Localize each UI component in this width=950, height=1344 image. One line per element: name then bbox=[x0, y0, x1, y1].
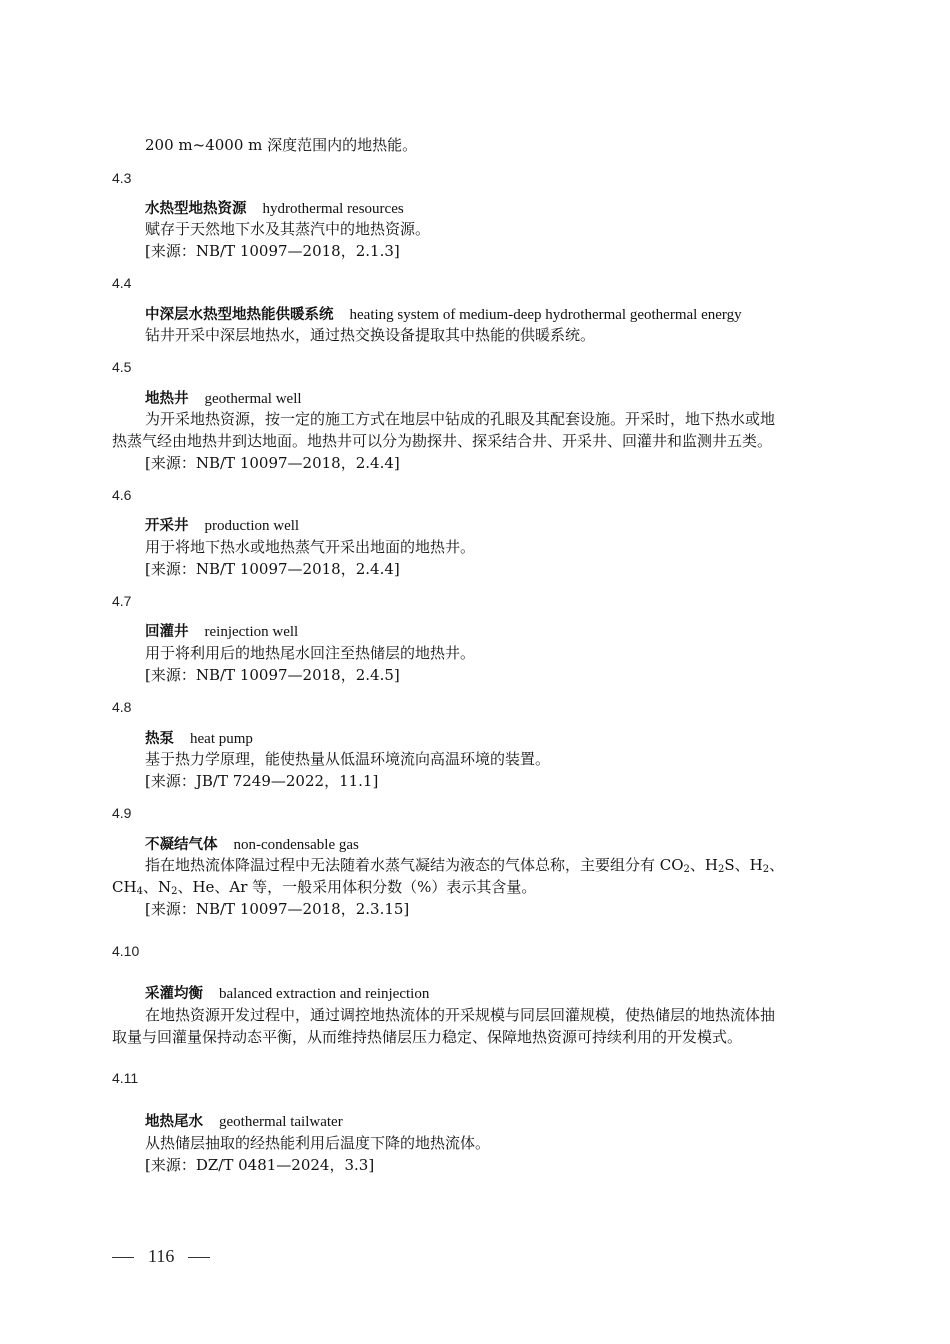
definition-line bbox=[112, 877, 536, 897]
subscript: 2 bbox=[171, 886, 178, 897]
clause-number: 4.7 bbox=[112, 593, 132, 609]
term-en: production well bbox=[204, 518, 300, 534]
definition-line: 用于将地下热水或地热蒸气开采出地面的地热井。 bbox=[145, 538, 476, 556]
term-heading bbox=[145, 304, 742, 325]
subscript: 2 bbox=[683, 864, 690, 875]
term-heading bbox=[145, 388, 302, 409]
term-en: geothermal well bbox=[204, 391, 302, 407]
clause-number: 4.5 bbox=[112, 359, 132, 375]
term-heading bbox=[145, 621, 298, 642]
intro-line: 200 m~4000 m 深度范围内的地热能。 bbox=[145, 136, 418, 154]
definition-line bbox=[145, 855, 784, 875]
term-zh: 地热井 bbox=[145, 391, 189, 407]
text-fragment: 指在地热流体降温过程中无法随着水蒸气凝结为液态的气体总称，主要组分有 CO bbox=[145, 856, 684, 874]
term-en: heat pump bbox=[190, 731, 253, 747]
term-zh: 回灌井 bbox=[145, 624, 189, 640]
term-en: non-condensable gas bbox=[233, 837, 359, 853]
term-heading bbox=[145, 198, 404, 219]
clause-number: 4.11 bbox=[112, 1070, 139, 1086]
definition-line: 赋存于天然地下水及其蒸汽中的地热资源。 bbox=[145, 220, 431, 238]
definition-line: 钻井开采中深层地热水，通过热交换设备提取其中热能的供暖系统。 bbox=[145, 326, 596, 344]
term-zh: 地热尾水 bbox=[145, 1114, 203, 1130]
term-zh: 中深层水热型地热能供暖系统 bbox=[145, 307, 334, 323]
term-en: reinjection well bbox=[204, 624, 299, 640]
term-heading bbox=[145, 834, 359, 855]
clause-number: 4.9 bbox=[112, 805, 132, 821]
term-en: balanced extraction and reinjection bbox=[219, 986, 430, 1002]
definition-line: 取量与回灌量保持动态平衡，从而维持热储层压力稳定、保障地热资源可持续利用的开发模式。 bbox=[112, 1028, 743, 1046]
source-line: [来源：NB/T 10097—2018，2.4.5] bbox=[145, 666, 400, 684]
text-fragment: 、 bbox=[769, 856, 785, 874]
text-fragment: CH bbox=[112, 878, 137, 896]
source-line: [来源：DZ/T 0481—2024，3.3] bbox=[145, 1156, 375, 1174]
definition-line: 为开采地热资源，按一定的施工方式在地层中钻成的孔眼及其配套设施。开采时，地下热水或地 bbox=[145, 410, 776, 428]
source-line: [来源：NB/T 10097—2018，2.4.4] bbox=[145, 560, 400, 578]
clause-number: 4.10 bbox=[112, 943, 140, 959]
source-line: [来源：NB/T 10097—2018，2.1.3] bbox=[145, 242, 400, 260]
clause-number: 4.3 bbox=[112, 170, 132, 186]
text-fragment: S、H bbox=[724, 856, 763, 874]
footer-dash-right bbox=[188, 1257, 210, 1258]
page-number: 116 bbox=[148, 1246, 175, 1266]
definition-line: 基于热力学原理，能使热量从低温环境流向高温环境的装置。 bbox=[145, 750, 551, 768]
term-zh: 不凝结气体 bbox=[145, 837, 218, 853]
term-heading bbox=[145, 1111, 343, 1132]
definition-line: 在地热资源开发过程中，通过调控地热流体的开采规模与同层回灌规模，使热储层的地热流体抽 bbox=[145, 1006, 776, 1024]
clause-number: 4.4 bbox=[112, 275, 132, 291]
term-en: hydrothermal resources bbox=[262, 201, 404, 217]
source-line: [来源：JB/T 7249—2022，11.1] bbox=[145, 772, 379, 790]
term-heading bbox=[145, 983, 429, 1004]
source-line: [来源：NB/T 10097—2018，2.3.15] bbox=[145, 900, 410, 918]
text-fragment: 、N bbox=[142, 878, 172, 896]
definition-line: 从热储层抽取的经热能利用后温度下降的地热流体。 bbox=[145, 1134, 491, 1152]
text-fragment: 、H bbox=[689, 856, 719, 874]
term-heading bbox=[145, 515, 299, 536]
subscript: 2 bbox=[718, 864, 725, 875]
term-en: heating system of medium-deep hydrothermal geothermal energy bbox=[349, 307, 742, 323]
term-zh: 采灌均衡 bbox=[145, 986, 203, 1002]
subscript: 4 bbox=[136, 886, 143, 897]
clause-number: 4.6 bbox=[112, 487, 132, 503]
page-footer bbox=[112, 1246, 210, 1267]
footer-dash-left bbox=[112, 1257, 134, 1258]
clause-number: 4.8 bbox=[112, 699, 132, 715]
definition-line: 用于将利用后的地热尾水回注至热储层的地热井。 bbox=[145, 644, 476, 662]
term-heading bbox=[145, 728, 253, 749]
term-zh: 水热型地热资源 bbox=[145, 201, 247, 217]
definition-line: 热蒸气经由地热井到达地面。地热井可以分为勘探井、探采结合井、开采井、回灌井和监测井五类。 bbox=[112, 432, 773, 450]
term-en: geothermal tailwater bbox=[219, 1114, 343, 1130]
term-zh: 开采井 bbox=[145, 518, 189, 534]
source-line: [来源：NB/T 10097—2018，2.4.4] bbox=[145, 454, 400, 472]
term-zh: 热泵 bbox=[145, 731, 174, 747]
subscript: 2 bbox=[762, 864, 770, 875]
text-fragment: 、He、Ar 等，一般采用体积分数（%）表示其含量。 bbox=[177, 878, 537, 896]
